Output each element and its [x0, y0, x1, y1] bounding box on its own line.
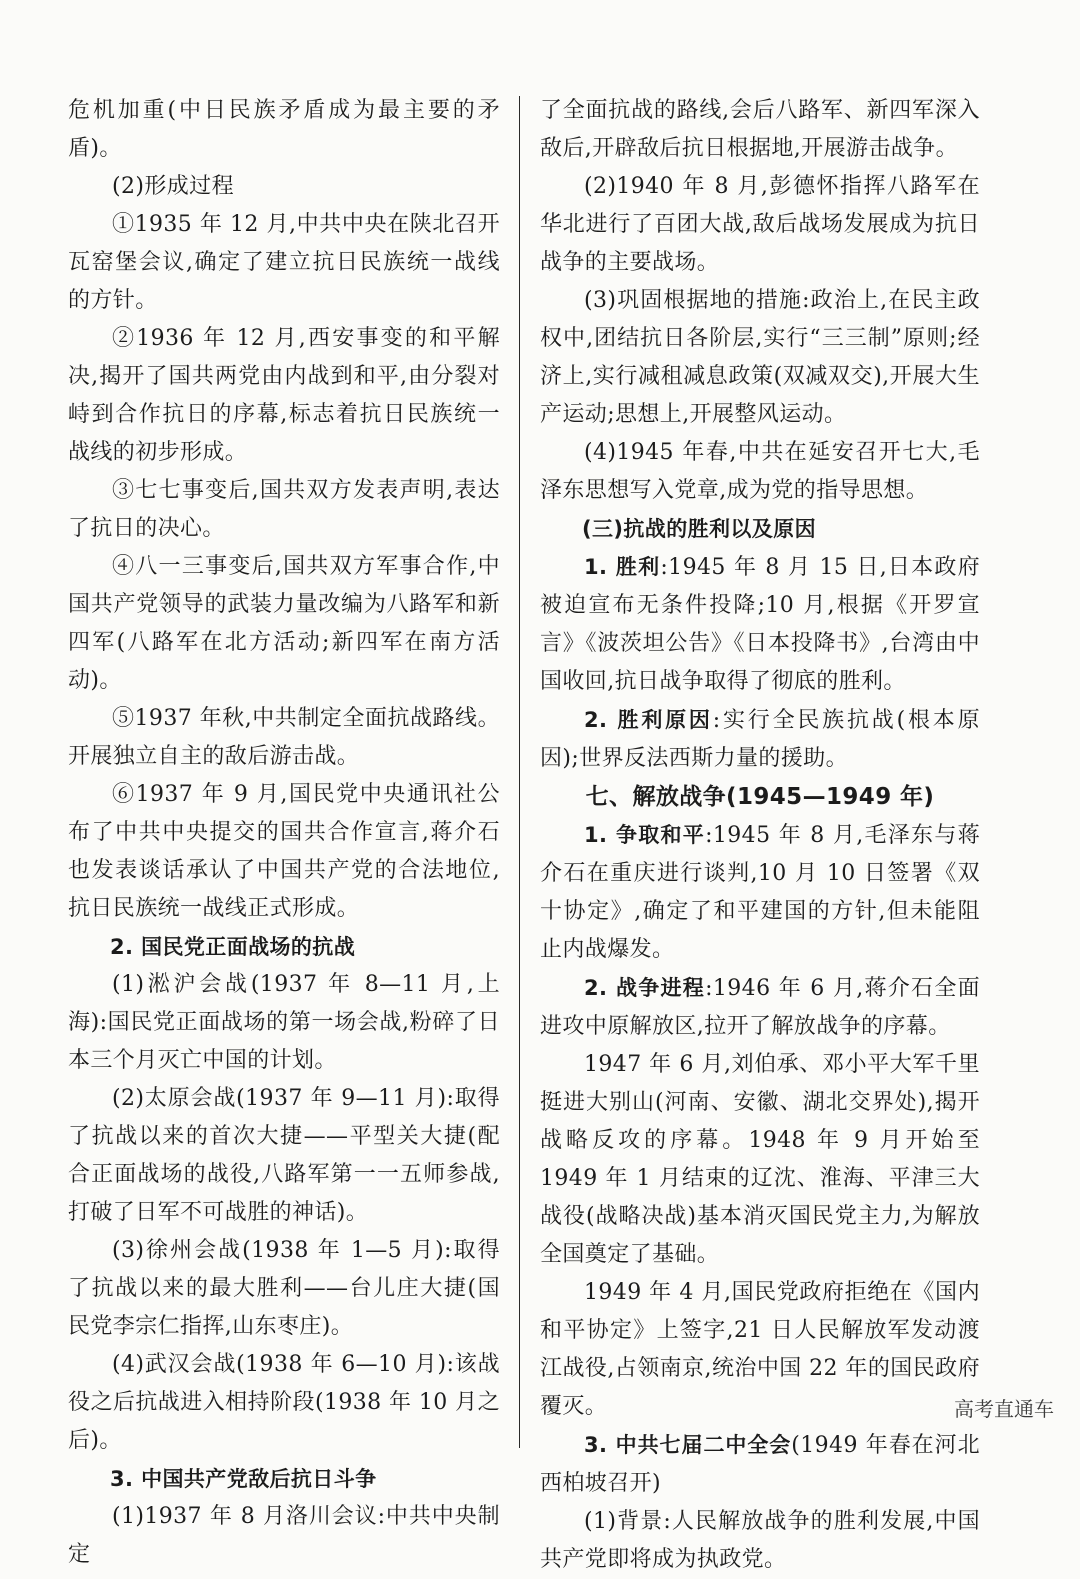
- paragraph: (1)淞沪会战(1937 年 8—11 月,上海):国民党正面战场的第一场会战,粉碎了日本三个月灭亡中国的计划。: [68, 972, 500, 1073]
- chapter-title: 七、解放战争(1945—1949 年): [585, 784, 935, 810]
- paragraph: ①1935 年 12 月,中共中央在陕北召开瓦窑堡会议,确定了建立抗日民族统一战线的方针。: [68, 212, 500, 313]
- peace-label: 1. 争取和平: [584, 823, 706, 847]
- section-heading: 3. 中国共产党敌后抗日斗争: [110, 1467, 377, 1491]
- paragraph: (4)武汉会战(1938 年 6—10 月):该战役之后抗战进入相持阶段(1938 年 10 月之后)。: [68, 1352, 500, 1453]
- section-heading: 2. 国民党正面战场的抗战: [110, 935, 356, 959]
- paragraph: 危机加重(中日民族矛盾成为最主要的矛盾)。: [68, 98, 500, 161]
- subheading: (2)形成过程: [112, 174, 234, 199]
- paragraph: (1)1937 年 8 月洛川会议:中共中央制定: [68, 1504, 500, 1567]
- paragraph: ⑥1937 年 9 月,国民党中央通讯社公布了中共中央提交的国共合作宣言,蒋介石也发表谈话承认了中国共产党的合法地位,抗日民族统一战线正式形成。: [68, 782, 500, 921]
- paragraph: (4)1945 年春,中共在延安召开七大,毛泽东思想写入党章,成为党的指导思想。: [540, 440, 980, 503]
- progress-label: 2. 战争进程: [584, 976, 706, 1000]
- victory-label: 1. 胜利: [584, 555, 661, 579]
- column-divider: [519, 96, 520, 1448]
- reason-text: :实行全民族抗战(根本原因);世界反法西斯力量的援助。: [540, 708, 980, 771]
- paragraph: [540, 701, 980, 778]
- victory-text: :1945 年 8 月 15 日,日本政府被迫宣布无条件投降;10 月,根据《开罗宣言》《波茨坦公告》《日本投降书》,台湾由中国收回,抗日战争取得了彻底的胜利。: [540, 555, 980, 694]
- progress-text: :1946 年 6 月,蒋介石全面进攻中原解放区,拉开了解放战争的序幕。: [540, 976, 980, 1039]
- paragraph: [540, 1426, 980, 1503]
- paragraph: ④八一三事变后,国共双方军事合作,中国共产党领导的武装力量改编为八路军和新四军(八路军在北方活动;新四军在南方活动)。: [68, 554, 500, 693]
- plenum-label: 3. 中共七届二中全会: [584, 1433, 792, 1457]
- paragraph: ③七七事变后,国共双方发表声明,表达了抗日的决心。: [68, 478, 500, 541]
- paragraph: (2)太原会战(1937 年 9—11 月):取得了抗战以来的首次大捷——平型关大捷(配合正面战场的战役,八路军第一一五师参战,打破了日军不可战胜的神话)。: [68, 1086, 500, 1225]
- paragraph: ⑤1937 年秋,中共制定全面抗战路线。开展独立自主的敌后游击战。: [68, 706, 500, 769]
- plenum-text: (1949 年春在河北西柏坡召开): [540, 1433, 980, 1496]
- watermark: 高考直通车: [954, 1397, 1054, 1421]
- paragraph: [540, 816, 980, 969]
- paragraph: 了全面抗战的路线,会后八路军、新四军深入敌后,开辟敌后抗日根据地,开展游击战争。: [540, 98, 980, 161]
- paragraph: ②1936 年 12 月,西安事变的和平解决,揭开了国共两党由内战到和平,由分裂对峙到合作抗日的序幕,标志着抗日民族统一战线的初步形成。: [68, 326, 500, 465]
- peace-text: :1945 年 8 月,毛泽东与蒋介石在重庆进行谈判,10 月 10 日签署《双十协定》,确定了和平建国的方针,但未能阻止内战爆发。: [540, 823, 980, 962]
- paragraph: (3)巩固根据地的措施:政治上,在民主政权中,团结抗日各阶层,实行“三三制”原则;经济上,实行减租减息政策(双减双交),开展大生产运动;思想上,开展整风运动。: [540, 288, 980, 427]
- right-column: [540, 92, 980, 1579]
- paragraph: (1)背景:人民解放战争的胜利发展,中国共产党即将成为执政党。: [540, 1509, 980, 1572]
- section-heading: (三)抗战的胜利以及原因: [582, 517, 816, 541]
- paragraph: [540, 548, 980, 701]
- reason-label: 2. 胜利原因: [584, 708, 713, 732]
- paragraph: [540, 969, 980, 1046]
- left-column: [68, 92, 500, 1574]
- paragraph: 1949 年 4 月,国民党政府拒绝在《国内和平协定》上签字,21 日人民解放军发动渡江战役,占领南京,统治中国 22 年的国民政府覆灭。: [540, 1280, 980, 1419]
- paragraph: 1947 年 6 月,刘伯承、邓小平大军千里挺进大别山(河南、安徽、湖北交界处),揭开战略反攻的序幕。1948 年 9 月开始至 1949 年 1 月结束的辽沈、淮海、平津三大战役(战略决战)基本消灭国民党主力,为解放全国奠定了基础。: [540, 1052, 980, 1267]
- paragraph: (3)徐州会战(1938 年 1—5 月):取得了抗战以来的最大胜利——台儿庄大捷(国民党李宗仁指挥,山东枣庄)。: [68, 1238, 500, 1339]
- paragraph: (2)1940 年 8 月,彭德怀指挥八路军在华北进行了百团大战,敌后战场发展成为抗日战争的主要战场。: [540, 174, 980, 275]
